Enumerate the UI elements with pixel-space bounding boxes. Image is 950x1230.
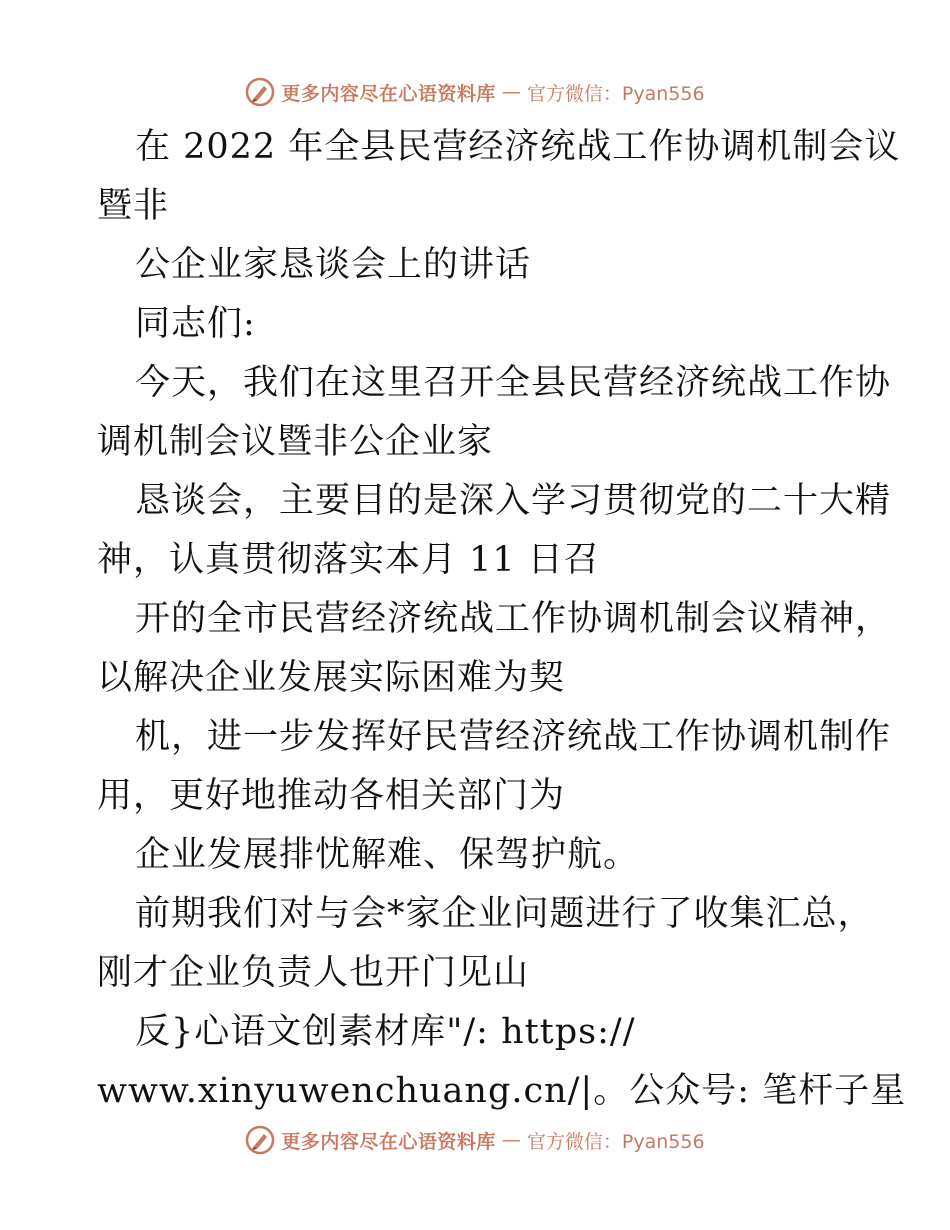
watermark-text: 更多内容尽在心语资料库 bbox=[281, 82, 496, 105]
pen-logo-icon bbox=[245, 77, 275, 107]
watermark-text: 更多内容尽在心语资料库 bbox=[281, 1130, 496, 1153]
paragraph-line: 以解决企业发展实际困难为契 bbox=[97, 658, 566, 698]
paragraph-line: 前期我们对与会*家企业问题进行了收集汇总， bbox=[135, 894, 874, 934]
paragraph-line: 机，进一步发挥好民营经济统战工作协调机制作 bbox=[135, 717, 892, 757]
paragraph-line: 企业发展排忧解难、保驾护航。 bbox=[135, 835, 640, 875]
document-body bbox=[97, 118, 907, 1121]
header-watermark bbox=[0, 72, 950, 112]
watermark-separator: — bbox=[501, 1129, 521, 1151]
paragraph-line: 调机制会议暨非公企业家 bbox=[97, 422, 494, 462]
paragraph-line: 开的全市民营经济统战工作协调机制会议精神， bbox=[135, 599, 892, 639]
paragraph-line: www.xinyuwenchuang.cn/|。公众号: 笔杆子星 bbox=[97, 1071, 907, 1111]
title-line-3: 公企业家恳谈会上的讲话 bbox=[135, 245, 532, 285]
watermark-separator: — bbox=[501, 81, 521, 103]
watermark-contact: 官方微信：Pyan556 bbox=[526, 1130, 705, 1153]
paragraph-line: 用，更好地推动各相关部门为 bbox=[97, 776, 566, 816]
title-line-1: 在 2022 年全县民营经济统战工作协调机制会议 bbox=[135, 127, 901, 167]
paragraph-line: 反}心语文创素材库"/: https:// bbox=[135, 1012, 636, 1052]
paragraph-line: 神，认真贯彻落实本月 11 日召 bbox=[97, 540, 600, 580]
paragraph-line: 刚才企业负责人也开门见山 bbox=[97, 953, 530, 993]
paragraph-line: 今天，我们在这里召开全县民营经济统战工作协 bbox=[135, 363, 892, 403]
paragraph-line: 恳谈会，主要目的是深入学习贯彻党的二十大精 bbox=[135, 481, 892, 521]
title-line-2: 暨非 bbox=[97, 186, 170, 226]
watermark-contact: 官方微信：Pyan556 bbox=[526, 82, 705, 105]
footer-watermark bbox=[0, 1120, 950, 1160]
salutation: 同志们: bbox=[135, 304, 256, 344]
pen-logo-icon bbox=[245, 1125, 275, 1155]
